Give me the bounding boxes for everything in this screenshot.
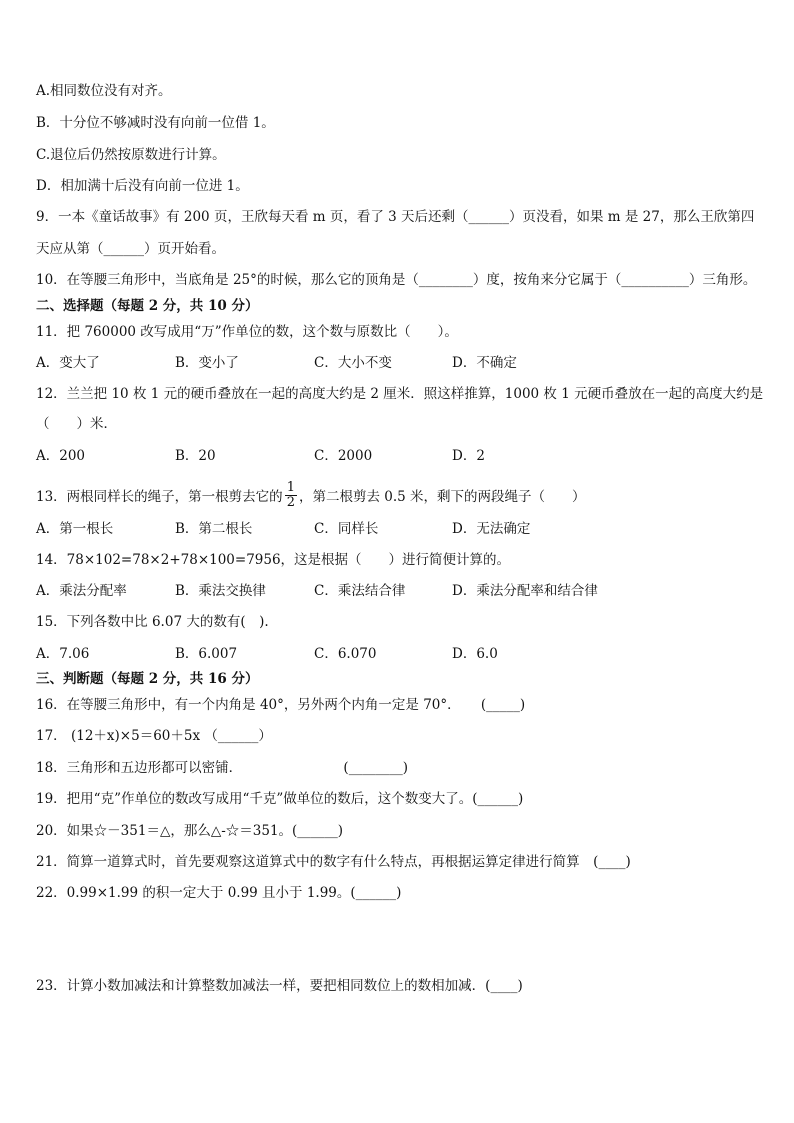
option-c: C．6.070 bbox=[314, 646, 377, 662]
section-heading-judgment: 三、判断题（每题 2 分，共 16 分） bbox=[36, 671, 259, 687]
option-b: B．第二根长 bbox=[175, 521, 253, 537]
question-11: 11．把 760000 改写成用“万”作单位的数，这个数与原数比（ ）。 bbox=[36, 324, 458, 340]
option-a: A．变大了 bbox=[36, 355, 100, 371]
option-d: D．6.0 bbox=[452, 646, 498, 662]
option-b: B．20 bbox=[175, 448, 216, 464]
question-13-text-end: ，第二根剪去 0.5 米，剩下的两段绳子（ ） bbox=[298, 489, 586, 505]
option-d: D．乘法分配率和结合律 bbox=[452, 583, 598, 599]
option-c: C．乘法结合律 bbox=[314, 583, 406, 599]
question-18: 18．三角形和五边形都可以密铺． (________) bbox=[36, 760, 408, 776]
question-12-line-2: （ ）米． bbox=[36, 416, 117, 432]
option-line-a: A.相同数位没有对齐。 bbox=[36, 83, 172, 99]
option-b: B．6.007 bbox=[175, 646, 238, 662]
question-19: 19．把用“克”作单位的数改写成用“千克”做单位的数后，这个数变大了。(______) bbox=[36, 791, 524, 807]
option-a: A．200 bbox=[36, 448, 86, 464]
option-c: C．大小不变 bbox=[314, 355, 392, 371]
option-c: C．同样长 bbox=[314, 521, 379, 537]
question-13-text-start: 13．两根同样长的绳子，第一根剪去它的 bbox=[36, 489, 283, 505]
option-line-b: B．十分位不够减时没有向前一位借 1。 bbox=[36, 115, 275, 131]
section-heading-choice: 二、选择题（每题 2 分，共 10 分） bbox=[36, 298, 259, 314]
question-10: 10．在等腰三角形中，当底角是 25°的时候，那么它的顶角是（________）度，按角来分它属于（__________）三角形。 bbox=[36, 272, 757, 288]
question-14: 14．78×102=78×2+78×100=7956，这是根据（ ）进行简便计算的。 bbox=[36, 552, 511, 568]
option-line-c: C.退位后仍然按原数进行计算。 bbox=[36, 147, 226, 163]
question-15: 15．下列各数中比 6.07 大的数有( ). bbox=[36, 614, 269, 630]
option-b: B．乘法交换律 bbox=[175, 583, 266, 599]
fraction-denominator: 2 bbox=[286, 495, 295, 510]
question-17: 17． (12＋x)×5＝60＋5x （______） bbox=[36, 728, 272, 744]
fraction-one-half bbox=[285, 481, 297, 510]
option-a: A．乘法分配率 bbox=[36, 583, 127, 599]
option-c: C．2000 bbox=[314, 448, 373, 464]
question-22: 22．0.99×1.99 的积一定大于 0.99 且小于 1.99。(______) bbox=[36, 885, 402, 901]
question-23: 23．计算小数加减法和计算整数加减法一样，要把相同数位上的数相加减．(____) bbox=[36, 978, 523, 994]
option-d: D．2 bbox=[452, 448, 485, 464]
option-d: D．无法确定 bbox=[452, 521, 531, 537]
option-b: B．变小了 bbox=[175, 355, 239, 371]
question-9-line-2: 天应从第（______）页开始看。 bbox=[36, 241, 225, 257]
question-12-line-1: 12．兰兰把 10 枚 1 元的硬币叠放在一起的高度大约是 2 厘米．照这样推算，1000 枚 1 元硬币叠放在一起的高度大约是 bbox=[36, 386, 764, 402]
question-13 bbox=[36, 480, 764, 512]
question-21: 21．简算一道算式时，首先要观察这道算式中的数字有什么特点，再根据运算定律进行简算 (____) bbox=[36, 854, 631, 870]
question-16: 16．在等腰三角形中，有一个内角是 40°，另外两个内角一定是 70°． (_____) bbox=[36, 697, 526, 713]
question-9-line-1: 9．一本《童话故事》有 200 页，王欣每天看 m 页，看了 3 天后还剩（______）页没看，如果 m 是 27，那么王欣第四 bbox=[36, 209, 755, 225]
option-a: A．第一根长 bbox=[36, 521, 114, 537]
question-20: 20．如果☆－351＝△，那么△-☆＝351。(______) bbox=[36, 823, 344, 839]
option-d: D．不确定 bbox=[452, 355, 517, 371]
fraction-numerator: 1 bbox=[286, 480, 295, 495]
option-a: A．7.06 bbox=[36, 646, 90, 662]
option-line-d: D．相加满十后没有向前一位进 1。 bbox=[36, 178, 249, 194]
